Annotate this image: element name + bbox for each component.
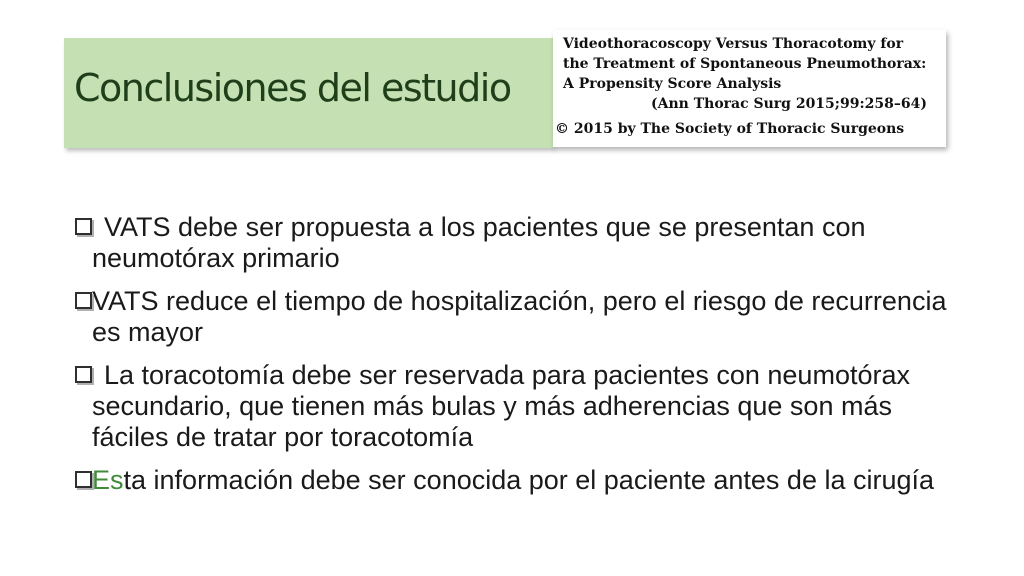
- bullet-item: [72, 286, 972, 348]
- bullet-text-accent: Es: [92, 465, 124, 495]
- bullet-list: [72, 212, 972, 508]
- bullet-text: ta información debe ser conocida por el paciente antes de la cirugía: [123, 465, 935, 495]
- checkbox-bullet-icon: [75, 218, 92, 235]
- checkbox-bullet-icon: [75, 292, 92, 309]
- bullet-item: [72, 465, 972, 496]
- checkbox-bullet-icon: [75, 471, 92, 488]
- bullet-text: VATS reduce el tiempo de hospitalización, pero el riesgo de recurrencia es mayor: [92, 286, 947, 347]
- bullet-item: [72, 360, 972, 453]
- title-box: [64, 38, 554, 148]
- citation-title-line-3: A Propensity Score Analysis: [563, 76, 782, 92]
- citation-journal: (Ann Thorac Surg 2015;99:258–64): [651, 96, 927, 112]
- citation-title-line-1: Videothoracoscopy Versus Thoracotomy for: [563, 36, 904, 52]
- citation-copyright: © 2015 by The Society of Thoracic Surgeons: [555, 121, 905, 137]
- citation-title-line-2: the Treatment of Spontaneous Pneumothorax:: [563, 56, 927, 72]
- bullet-text: VATS debe ser propuesta a los pacientes que se presentan con neumotórax primario: [92, 212, 866, 273]
- citation-box: [553, 30, 946, 147]
- checkbox-bullet-icon: [75, 366, 92, 383]
- slide-title: Conclusiones del estudio: [74, 66, 511, 110]
- bullet-text: La toracotomía debe ser reservada para pacientes con neumotórax secundario, que tienen más bulas y más adherencias que son más fáciles de tratar por toracotomía: [92, 360, 910, 452]
- bullet-item: [72, 212, 972, 274]
